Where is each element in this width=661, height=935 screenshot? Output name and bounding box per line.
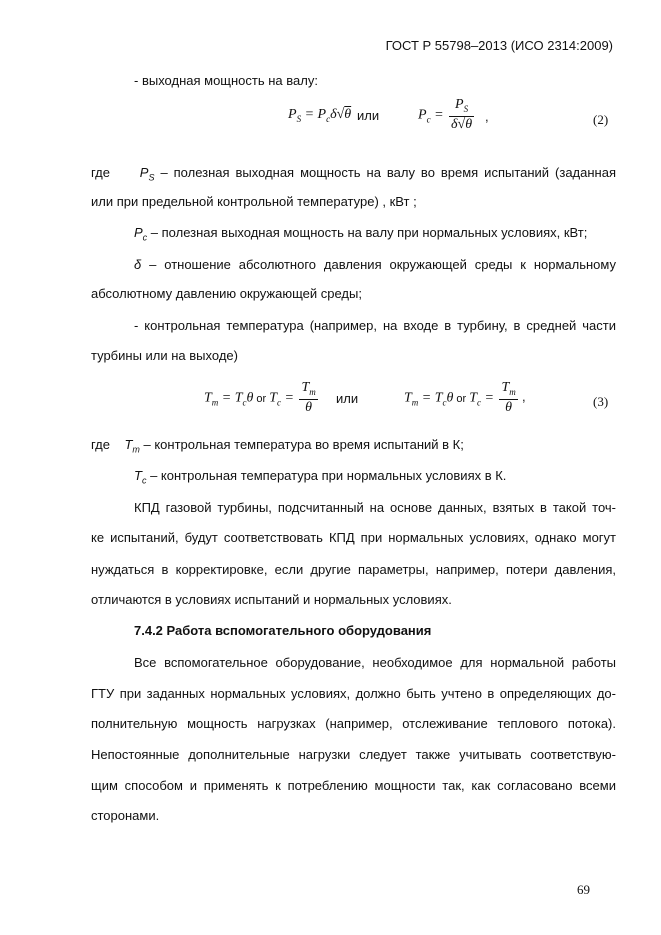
definition-delta-cont: абсолютному давлению окружающей среды; bbox=[91, 286, 362, 301]
definition-ps-cont: или при предельной контрольной температуре) , кВт ; bbox=[91, 194, 417, 209]
page-number: 69 bbox=[577, 882, 590, 897]
paragraph-kpd-line-2: ке испытаний, будут соответствовать КПД при нормальных условиях, однако могут bbox=[91, 530, 616, 545]
text-control-temp: - контрольная температура (например, на входе в турбину, в средней части bbox=[134, 318, 616, 333]
equation-3-right: $T_m = T_c\theta$ or $T_c$ = $\frac{T_m}{\theta}$ bbox=[404, 380, 516, 415]
definition-tm: где $T_m$ – контрольная температура во время испытаний в К; bbox=[91, 437, 464, 455]
equation-2-comma: , bbox=[485, 109, 489, 124]
definition-ps: где $P_S$ – полезная выходная мощность на валу во время испытаний (заданная bbox=[91, 165, 616, 183]
paragraph-aux-line-6: сторонами. bbox=[91, 808, 160, 823]
definition-tc: $T_c$ – контрольная температура при нормальных условиях в К. bbox=[134, 468, 507, 486]
definition-delta: δ – отношение абсолютного давления окружающей среды к нормальному bbox=[134, 257, 616, 272]
text-control-temp-cont: турбины или на выходе) bbox=[91, 348, 238, 363]
equation-2-right: $P_c$ = $\frac{P_S}{\delta√\theta}$ bbox=[418, 97, 473, 132]
equation-3-or: или bbox=[336, 391, 359, 406]
page-header: ГОСТ Р 55798–2013 (ИСО 2314:2009) bbox=[385, 38, 613, 53]
equation-2-left: $P_S = P_c\delta√\theta$ bbox=[288, 107, 352, 124]
equation-2-or: или bbox=[357, 108, 380, 123]
paragraph-aux-line-4: Непостоянные дополнительные нагрузки следует также учитывать соответствую- bbox=[91, 747, 616, 762]
section-heading: 7.4.2 Работа вспомогательного оборудования bbox=[134, 623, 432, 638]
paragraph-kpd-line-3: нуждаться в корректировке, если другие параметры, например, потери давления, bbox=[91, 562, 616, 577]
paragraph-kpd-line-1: КПД газовой турбины, подсчитанный на основе данных, взятых в такой точ- bbox=[134, 500, 616, 515]
definition-pc: $P_c$ – полезная выходная мощность на валу при нормальных условиях, кВт; bbox=[134, 225, 588, 243]
equation-3-comma: , bbox=[522, 389, 526, 404]
equation-3-number: (3) bbox=[593, 394, 609, 409]
equation-2-number: (2) bbox=[593, 112, 609, 127]
equation-3-left: $T_m = T_c\theta$ or $T_c$ = $\frac{T_m}{\theta}$ bbox=[204, 380, 316, 415]
paragraph-aux-line-1: Все вспомогательное оборудование, необходимое для нормальной работы bbox=[134, 655, 616, 670]
text-output-power: - выходная мощность на валу: bbox=[134, 73, 318, 88]
paragraph-aux-line-3: полнительную мощность нагрузках (например, отслеживание теплового потока). bbox=[91, 716, 616, 731]
paragraph-kpd-line-4: отличаются в условиях испытаний и нормальных условиях. bbox=[91, 592, 452, 607]
paragraph-aux-line-2: ГТУ при заданных нормальных условиях, должно быть учтено в определяющих до- bbox=[91, 686, 616, 701]
paragraph-aux-line-5: щим способом и применять к потреблению мощности так, как согласовано всеми bbox=[91, 778, 616, 793]
